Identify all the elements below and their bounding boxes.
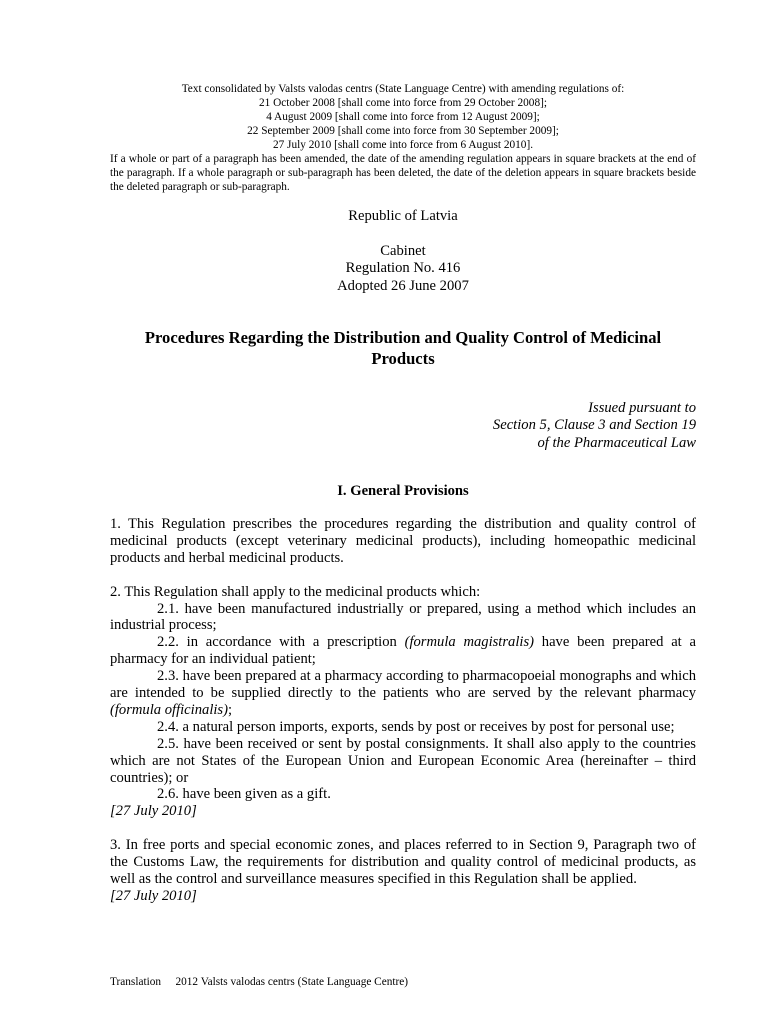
paragraph-1: 1. This Regulation prescribes the procedures regarding the distribution and quality control of medicinal products (except veterinary medicinal products), including homeopathic medicinal products and herbal medicinal products. (110, 516, 696, 566)
issued-line: Issued pursuant to (588, 400, 696, 416)
subparagraph-2-3: 2.3. have been prepared at a pharmacy according to pharmacopoeial monographs and which are intended to be supplied directly to the patients who are served by the relevant pharmacy (formula officinalis); (110, 668, 696, 718)
amendment-line: 4 August 2009 [shall come into force from 12 August 2009]; (266, 111, 540, 123)
paragraph-2-lead: 2. This Regulation shall apply to the medicinal products which: (110, 583, 481, 600)
amendment-line: 27 July 2010 [shall come into force from 6 August 2010]. (272, 139, 534, 151)
amendment-note: [27 July 2010] (110, 803, 197, 820)
issued-pursuant (110, 400, 696, 452)
regulation-number: Regulation No. 416 (345, 260, 461, 276)
subparagraph-2-4: 2.4. a natural person imports, exports, sends by post or receives by post for personal use; (157, 718, 675, 735)
subparagraph-2-1: 2.1. have been manufactured industrially or prepared, using a method which includes an industrial process; (110, 600, 696, 634)
issued-line: of the Pharmaceutical Law (537, 434, 696, 451)
consolidation-notice (110, 82, 696, 194)
regulation-body (110, 516, 696, 905)
subparagraph-2-5: 2.5. have been received or sent by postal consignments. It shall also apply to the countries which are not States of the European Union and European Economic Area (hereinafter – third countries); or (110, 735, 696, 786)
amendment-line: 21 October 2008 [shall come into force from 29 October 2008]; (259, 97, 547, 109)
amendment-line: 22 September 2009 [shall come into force from 30 September 2009]; (247, 125, 559, 137)
regulation-header (110, 208, 696, 295)
cabinet-line: Cabinet (380, 242, 426, 259)
section-heading: I. General Provisions (337, 483, 469, 499)
document-title: Procedures Regarding the Distribution and Quality Control of Medicinal Products (144, 328, 662, 368)
consolidation-intro: Text consolidated by Valsts valodas centrs (State Language Centre) with amending regulations of: (181, 83, 625, 95)
subparagraph-2-6: 2.6. have been given as a gift. (157, 786, 331, 803)
subparagraph-2-2: 2.2. in accordance with a prescription (formula magistralis) have been prepared at a pharmacy for an individual patient; (110, 634, 696, 668)
amendment-note: [27 July 2010] (110, 887, 197, 904)
issued-line: Section 5, Clause 3 and Section 19 (492, 417, 696, 434)
adoption-date: Adopted 26 June 2007 (337, 277, 469, 294)
consolidation-note: If a whole or part of a paragraph has been amended, the date of the amending regulation appears in square brackets at the end of the paragraph. If a whole paragraph or sub-paragraph has been deleted, the date of the deletion appears in square brackets beside the deleted paragraph or sub-paragraph. (110, 153, 696, 193)
page-footer: Translation   2012 Valsts valodas centrs (State Language Centre) (110, 976, 409, 988)
paragraph-3: 3. In free ports and special economic zones, and places referred to in Section 9, Paragraph two of the Customs Law, the requirements for distribution and quality control of medicinal products, as well as the control and surveillance measures specified in this Regulation shall be applied. (110, 837, 696, 887)
republic-line: Republic of Latvia (348, 208, 458, 224)
